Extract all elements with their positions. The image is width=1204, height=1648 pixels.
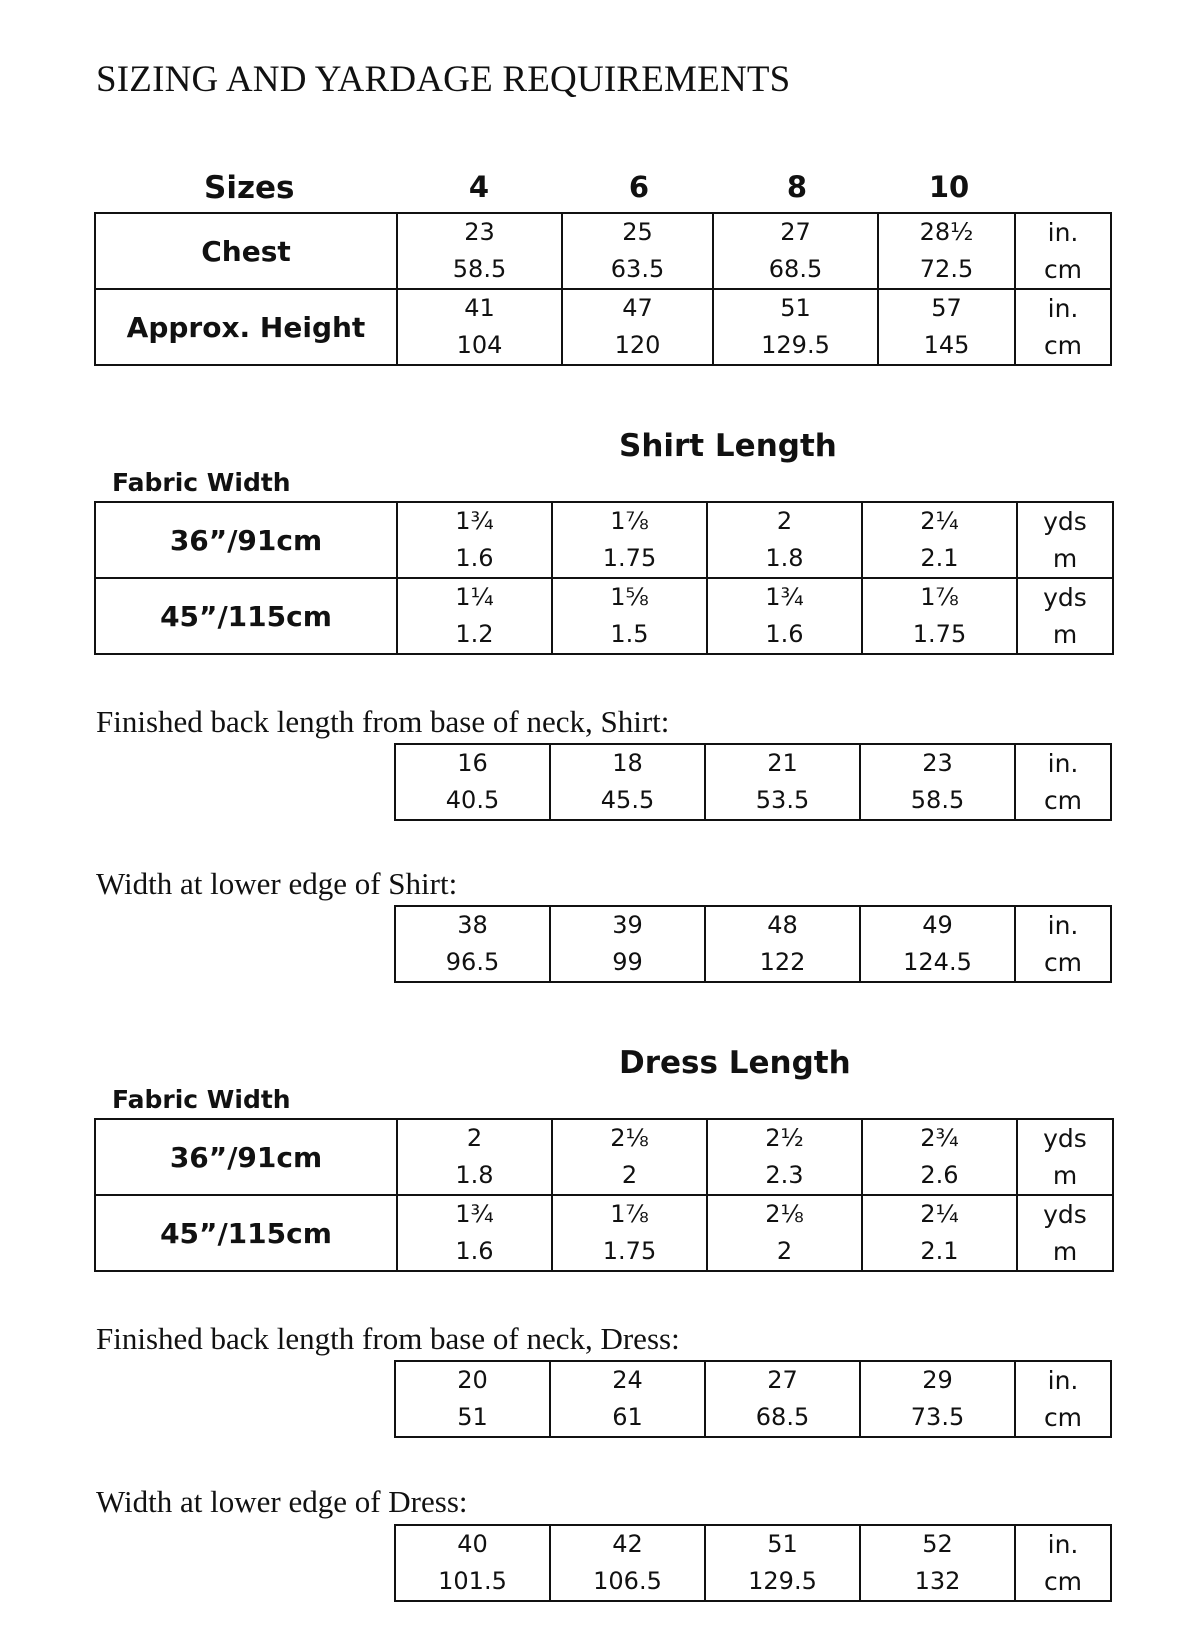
- shirt-36-size-6: 1⅞ 1.75: [552, 502, 707, 578]
- shirt-36-size-4: 1¾ 1.6: [397, 502, 552, 578]
- shirt-lower-size-4: 38 96.5: [395, 906, 550, 982]
- shirt-back-size-6: 18 45.5: [550, 744, 705, 820]
- shirt-45-size-6: 1⅝ 1.5: [552, 578, 707, 654]
- shirt-back-size-8: 21 53.5: [705, 744, 860, 820]
- chest-units: in. cm: [1015, 213, 1111, 289]
- row-label-36-width: 36”/91cm: [95, 502, 397, 578]
- shirt-lower-width-caption: Width at lower edge of Shirt:: [96, 866, 458, 901]
- shirt-back-size-10: 23 58.5: [860, 744, 1015, 820]
- page-title: SIZING AND YARDAGE REQUIREMENTS: [96, 59, 791, 100]
- dress-lower-size-6: 42 106.5: [550, 1525, 705, 1601]
- dress-back-units: in. cm: [1015, 1361, 1111, 1437]
- shirt-lower-width-table: [394, 905, 1112, 983]
- shirt-back-length-table: [394, 743, 1112, 821]
- dress-back-length-caption: Finished back length from base of neck, Dress:: [96, 1321, 680, 1356]
- dress-yardage-table: [94, 1118, 1114, 1272]
- shirt-fabric-width-label: Fabric Width: [112, 468, 291, 497]
- size-10-header: 10: [928, 170, 970, 204]
- size-6-header: 6: [628, 170, 650, 204]
- shirt-36-units: yds m: [1017, 502, 1113, 578]
- dress-36-size-10: 2¾ 2.6: [862, 1119, 1017, 1195]
- dress-36-size-4: 2 1.8: [397, 1119, 552, 1195]
- shirt-36-size-10: 2¼ 2.1: [862, 502, 1017, 578]
- shirt-lower-units: in. cm: [1015, 906, 1111, 982]
- shirt-lower-size-6: 39 99: [550, 906, 705, 982]
- shirt-back-length-caption: Finished back length from base of neck, Shirt:: [96, 704, 670, 739]
- table-row: [95, 213, 1111, 289]
- shirt-back-size-4: 16 40.5: [395, 744, 550, 820]
- height-units: in. cm: [1015, 289, 1111, 365]
- row-label-45-width: 45”/115cm: [95, 578, 397, 654]
- dress-36-units: yds m: [1017, 1119, 1113, 1195]
- size-4-header: 4: [468, 170, 490, 204]
- dress-45-size-10: 2¼ 2.1: [862, 1195, 1017, 1271]
- row-label-36-width: 36”/91cm: [95, 1119, 397, 1195]
- shirt-45-size-10: 1⅞ 1.75: [862, 578, 1017, 654]
- shirt-length-heading: Shirt Length: [619, 428, 837, 464]
- dress-45-size-6: 1⅞ 1.75: [552, 1195, 707, 1271]
- dress-36-size-6: 2⅛ 2: [552, 1119, 707, 1195]
- row-label-chest: Chest: [95, 213, 397, 289]
- body-measurements-table: [94, 212, 1112, 366]
- table-row: [395, 1525, 1111, 1601]
- shirt-lower-size-8: 48 122: [705, 906, 860, 982]
- height-size-8: 51 129.5: [713, 289, 878, 365]
- dress-lower-units: in. cm: [1015, 1525, 1111, 1601]
- dress-lower-width-caption: Width at lower edge of Dress:: [96, 1484, 468, 1519]
- size-8-header: 8: [786, 170, 808, 204]
- dress-lower-size-4: 40 101.5: [395, 1525, 550, 1601]
- dress-36-size-8: 2½ 2.3: [707, 1119, 862, 1195]
- table-row: [395, 744, 1111, 820]
- table-row: [395, 1361, 1111, 1437]
- row-label-45-width: 45”/115cm: [95, 1195, 397, 1271]
- sizes-label: Sizes: [204, 170, 295, 206]
- chest-size-10: 28½ 72.5: [878, 213, 1015, 289]
- dress-back-size-8: 27 68.5: [705, 1361, 860, 1437]
- shirt-lower-size-10: 49 124.5: [860, 906, 1015, 982]
- table-row: [95, 578, 1113, 654]
- table-row: [95, 1119, 1113, 1195]
- dress-fabric-width-label: Fabric Width: [112, 1085, 291, 1114]
- height-size-6: 47 120: [562, 289, 713, 365]
- dress-45-size-8: 2⅛ 2: [707, 1195, 862, 1271]
- dress-lower-width-table: [394, 1524, 1112, 1602]
- dress-back-size-10: 29 73.5: [860, 1361, 1015, 1437]
- shirt-yardage-table: [94, 501, 1114, 655]
- shirt-45-size-8: 1¾ 1.6: [707, 578, 862, 654]
- dress-lower-size-10: 52 132: [860, 1525, 1015, 1601]
- shirt-45-units: yds m: [1017, 578, 1113, 654]
- height-size-4: 41 104: [397, 289, 562, 365]
- dress-back-size-6: 24 61: [550, 1361, 705, 1437]
- chest-size-4: 23 58.5: [397, 213, 562, 289]
- dress-45-size-4: 1¾ 1.6: [397, 1195, 552, 1271]
- row-label-height: Approx. Height: [95, 289, 397, 365]
- chest-size-6: 25 63.5: [562, 213, 713, 289]
- dress-45-units: yds m: [1017, 1195, 1113, 1271]
- dress-lower-size-8: 51 129.5: [705, 1525, 860, 1601]
- shirt-back-units: in. cm: [1015, 744, 1111, 820]
- dress-length-heading: Dress Length: [619, 1045, 851, 1081]
- dress-back-length-table: [394, 1360, 1112, 1438]
- shirt-36-size-8: 2 1.8: [707, 502, 862, 578]
- chest-size-8: 27 68.5: [713, 213, 878, 289]
- table-row: [95, 502, 1113, 578]
- shirt-45-size-4: 1¼ 1.2: [397, 578, 552, 654]
- dress-back-size-4: 20 51: [395, 1361, 550, 1437]
- table-row: [95, 1195, 1113, 1271]
- table-row: [395, 906, 1111, 982]
- height-size-10: 57 145: [878, 289, 1015, 365]
- table-row: [95, 289, 1111, 365]
